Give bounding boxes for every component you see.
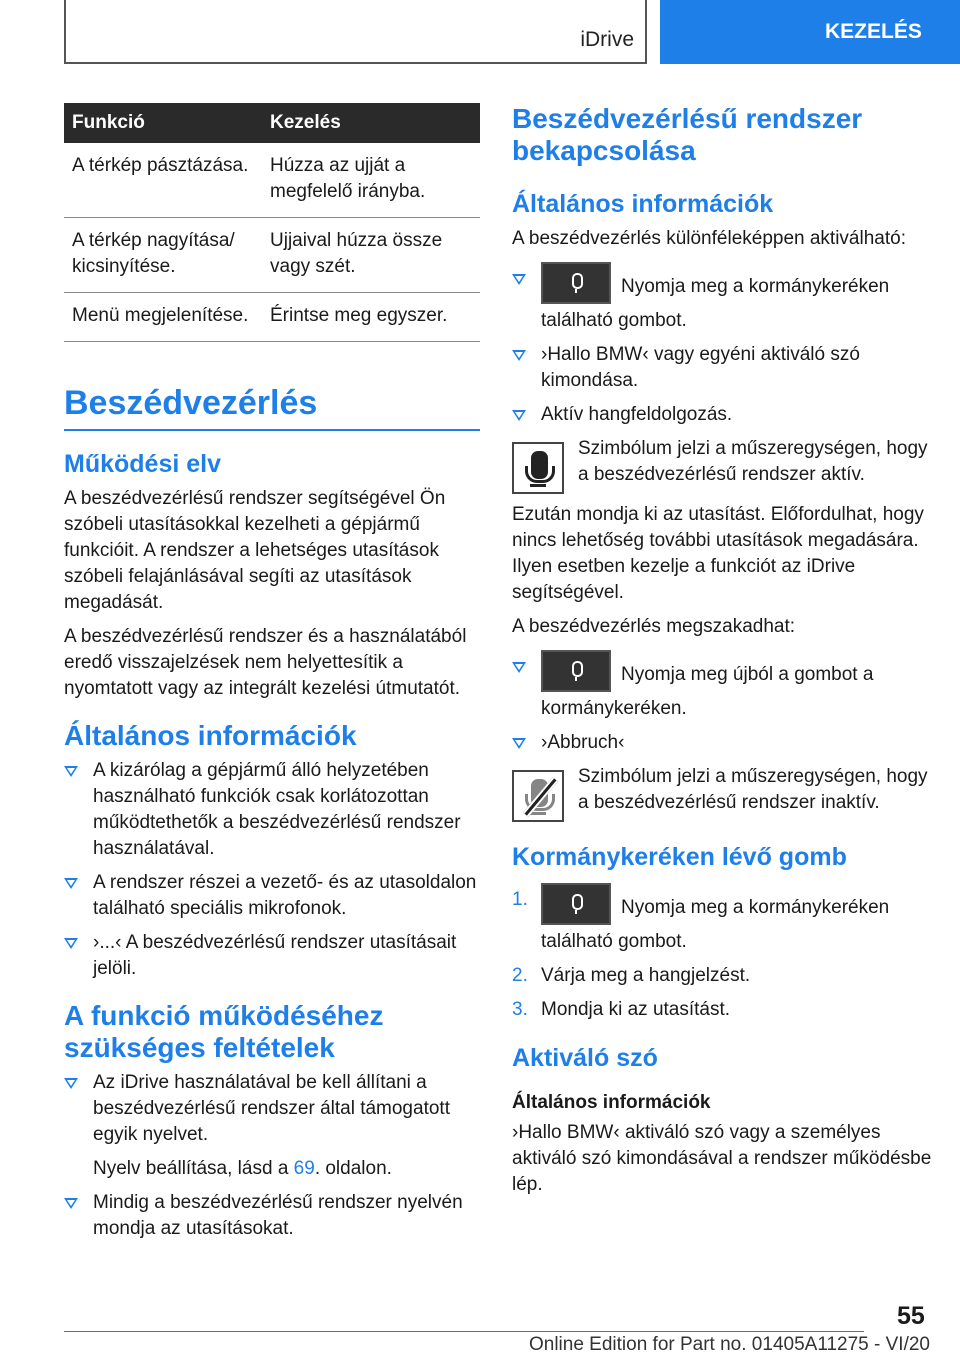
- bullet-triangle-icon: [512, 738, 526, 749]
- list-item: Nyomja meg a kormánykeréken található gombot.: [512, 266, 932, 334]
- list-item: 1. Nyomja meg a kormánykeréken található gombot.: [512, 887, 932, 955]
- bullet-triangle-icon: [512, 410, 526, 421]
- table-cell: Menü megjelenítése.: [64, 293, 262, 342]
- list-item: ›Hallo BMW‹ vagy egyéni aktiváló szó kimondása.: [512, 342, 932, 394]
- voice-button-icon: [541, 883, 611, 925]
- table-cell: A térkép pásztázása.: [64, 143, 262, 218]
- page-number: 55: [897, 1302, 925, 1330]
- microphone-icon: [572, 894, 583, 910]
- section-title-activation: Beszédvezérlésű rendszer bekapcsolása: [512, 103, 863, 166]
- paragraph: A beszédvezérlés megszakadhat:: [512, 616, 796, 637]
- bullet-triangle-icon: [512, 350, 526, 361]
- page-link[interactable]: 69: [293, 1158, 315, 1179]
- subsection-title: Általános információk: [512, 1092, 711, 1113]
- list-item: A kizárólag a gépjármű álló helyzetében használható funkciók csak korlátozottan működtethetők a beszédvezérlésű rendszer használatával.: [64, 758, 480, 862]
- symbol-inactive-note: Szimbólum jelzi a műszeregységen, hogy a beszédvezérlésű rendszer inaktív.: [512, 764, 932, 820]
- table-header-row: [64, 103, 480, 143]
- requirements-list: [64, 1070, 480, 1242]
- list-item: Mindig a beszédvezérlésű rendszer nyelvén mondja az utasításokat.: [64, 1190, 480, 1242]
- bullet-triangle-icon: [64, 938, 78, 949]
- section-title-wheel-button: Kormánykeréken lévő gomb: [512, 843, 847, 871]
- paragraph: A beszédvezérlés különféleképpen aktiválható:: [512, 228, 906, 249]
- chapter-title: Beszédvezérlés: [64, 384, 480, 431]
- table-cell: A térkép nagyítása/ kicsinyítése.: [64, 218, 262, 293]
- table-cell: Érintse meg egyszer.: [262, 293, 480, 342]
- activation-list: [512, 266, 932, 428]
- paragraph: A beszédvezérlésű rendszer segítségével Ön szóbeli utasításokkal kezelheti a gépjármű funkcióit. A rendszer a lehetséges utasítások szóbeli felajánlásával segíti az utasítások megadását.: [64, 488, 446, 613]
- table-header-function: Funkció: [64, 103, 262, 143]
- table-row: [64, 143, 480, 218]
- section-title-requirements: A funkció működéséhez szükséges feltételek: [64, 1000, 384, 1063]
- left-column: [64, 103, 480, 1250]
- list-item: 3. Mondja ki az utasítást.: [512, 999, 731, 1020]
- list-item: Nyomja meg újból a gombot a kormánykeréken.: [512, 654, 932, 722]
- bullet-triangle-icon: [512, 274, 526, 285]
- microphone-icon: [572, 273, 583, 289]
- paragraph: ›Hallo BMW‹ aktiváló szó vagy a személyes aktiváló szó kimondásával a rendszer működésbe lép.: [512, 1122, 932, 1195]
- header-title: iDrive: [580, 28, 634, 51]
- gesture-table: [64, 103, 480, 342]
- table-row: [64, 293, 480, 342]
- voice-button-icon: [541, 262, 611, 304]
- list-item: 2. Várja meg a hangjelzést.: [512, 965, 751, 986]
- bullet-triangle-icon: [64, 766, 78, 777]
- header-frame: [64, 0, 647, 64]
- bullet-triangle-icon: [64, 878, 78, 889]
- microphone-active-icon: [512, 442, 564, 494]
- list-item: ›Abbruch‹: [512, 730, 932, 756]
- section-title-general-info: Általános információk: [64, 720, 357, 751]
- table-cell: Ujjaival húzza össze vagy szét.: [262, 218, 480, 293]
- bullet-triangle-icon: [512, 662, 526, 673]
- info-list: [64, 758, 480, 982]
- microphone-icon: [572, 661, 583, 677]
- voice-button-icon: [541, 650, 611, 692]
- paragraph: A beszédvezérlésű rendszer és a használatából eredő visszajelzések nem helyettesítik a nyomtatott vagy az integrált kezelési útmutatót.: [64, 626, 467, 699]
- bullet-triangle-icon: [64, 1198, 78, 1209]
- right-column: [512, 103, 932, 1206]
- section-title-wake-word: Aktiváló szó: [512, 1044, 658, 1072]
- microphone-off-icon: [512, 770, 564, 822]
- list-item: A rendszer részei a vezető- és az utasoldalon található speciális mikrofonok.: [64, 870, 480, 922]
- bullet-triangle-icon: [64, 1078, 78, 1089]
- header-section-tab: KEZELÉS: [660, 0, 960, 64]
- list-item: ›...‹ A beszédvezérlésű rendszer utasításait jelöli.: [64, 930, 480, 982]
- section-title-principle: Működési elv: [64, 450, 221, 478]
- paragraph: Ezután mondja ki az utasítást. Előfordulhat, hogy nincs lehetőség további utasítások megadására. Ilyen esetben kezelje a funkciót az iDrive segítségével.: [512, 504, 924, 603]
- page-reference: Nyelv beállítása, lásd a 69. oldalon.: [93, 1158, 392, 1179]
- footer-edition: Online Edition for Part no. 01405A11275 - VI/20: [528, 1334, 930, 1355]
- symbol-active-note: Szimbólum jelzi a műszeregységen, hogy a beszédvezérlésű rendszer aktív.: [512, 436, 932, 492]
- footer-rule: [64, 1331, 864, 1332]
- section-title-general-info-right: Általános információk: [512, 190, 774, 218]
- interrupt-list: [512, 654, 932, 756]
- list-item: Aktív hangfeldolgozás.: [512, 402, 932, 428]
- table-row: [64, 218, 480, 293]
- list-item: Az iDrive használatával be kell állítani a beszédvezérlésű rendszer által támogatott egyik nyelvet. Nyelv beállítása, lásd a 69. oldalon.: [64, 1070, 480, 1182]
- table-header-operation: Kezelés: [262, 103, 480, 143]
- steps-list: [512, 887, 932, 1023]
- table-cell: Húzza az ujját a megfelelő irányba.: [262, 143, 480, 218]
